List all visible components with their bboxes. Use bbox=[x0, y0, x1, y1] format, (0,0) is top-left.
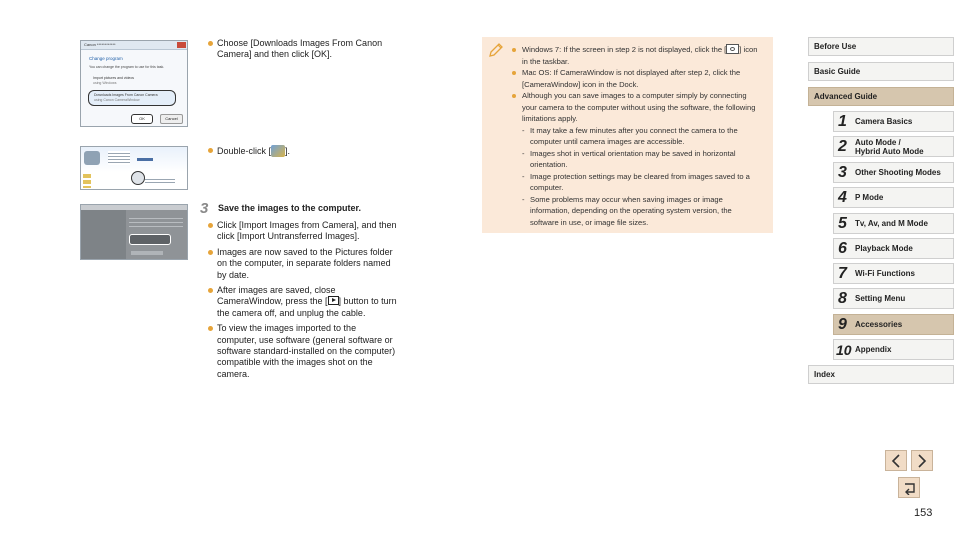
chapter-label: P Mode bbox=[855, 193, 884, 202]
logo-strip bbox=[137, 158, 153, 161]
chapter-label: Auto Mode / Hybrid Auto Mode bbox=[855, 137, 924, 156]
note-sub-item: - Image protection settings may be cleared from images saved to a computer. bbox=[512, 171, 762, 194]
chapter-num: 10 bbox=[836, 342, 852, 358]
after-saved-suffix: ] button to turn the camera off, and unplug the cable. bbox=[217, 296, 397, 318]
note-sub-item: - Images shot in vertical orientation may be saved in horizontal orientation. bbox=[512, 148, 762, 171]
chapter-label: Playback Mode bbox=[855, 244, 913, 253]
desktop-screenshot bbox=[80, 146, 188, 190]
bullet-view-images: To view the images imported to the computer, use software (general software or software standard-installed on the computer) compatible with the images shot on the camera. bbox=[208, 323, 398, 380]
previous-page-button[interactable] bbox=[885, 450, 907, 471]
note-limitations: Although you can save images to a computer simply by connecting your camera to the computer without using the software, the following limitations apply. bbox=[512, 90, 762, 125]
note-macos: Mac OS: If CameraWindow is not displayed after step 2, click the [CameraWindow] icon in the Dock. bbox=[512, 67, 762, 90]
option1-sub: using Windows bbox=[93, 80, 117, 85]
option-import-windows bbox=[93, 76, 134, 85]
import-button bbox=[129, 234, 171, 245]
chapter-label: Camera Basics bbox=[855, 117, 913, 126]
chapter-tab-5[interactable] bbox=[833, 213, 954, 234]
step-number: 3 bbox=[200, 200, 209, 217]
dialog-heading: Change program bbox=[89, 56, 123, 61]
cancel-button: Cancel bbox=[160, 114, 183, 124]
chapter-label: Setting Menu bbox=[855, 294, 906, 303]
note-windows7-prefix: Windows 7: If the screen in step 2 is not displayed, click the [ bbox=[522, 45, 727, 54]
bullet-after-saved bbox=[208, 285, 398, 319]
option2-title: Downloads Images From Canon Camera bbox=[94, 93, 158, 97]
text-lines bbox=[108, 151, 130, 165]
highlight-circle bbox=[131, 171, 145, 185]
bullet-double-click bbox=[208, 145, 398, 157]
cw-bottom-button bbox=[131, 251, 163, 255]
chapter-label: Appendix bbox=[855, 345, 892, 354]
chapter-tab-6[interactable] bbox=[833, 238, 954, 259]
chapter-num: 3 bbox=[838, 164, 847, 181]
tab-index[interactable]: Index bbox=[808, 365, 954, 384]
camera-icon bbox=[84, 151, 100, 165]
chapter-label: Other Shooting Modes bbox=[855, 168, 941, 177]
pencil-icon bbox=[487, 41, 505, 59]
chapter-tab-10[interactable] bbox=[833, 339, 954, 360]
option2-sub: using Canon CameraWindow bbox=[94, 97, 140, 102]
chapter-num: 5 bbox=[838, 215, 847, 232]
cw-left-panel bbox=[81, 210, 126, 260]
chapter-num: 7 bbox=[838, 265, 847, 282]
chapter-tab-4[interactable] bbox=[833, 187, 954, 208]
dialog-subtext: You can change the program to use for this task. bbox=[89, 65, 165, 69]
return-button[interactable] bbox=[898, 477, 920, 498]
bullet-list-2 bbox=[208, 145, 398, 161]
camerawindow-app-icon bbox=[271, 145, 285, 157]
bullet-list-1 bbox=[208, 38, 398, 65]
arrow-right-icon bbox=[916, 454, 928, 468]
bullet-choose-download: Choose [Downloads Images From Canon Camera] and then click [OK]. bbox=[208, 38, 398, 61]
change-program-screenshot bbox=[80, 40, 188, 127]
after-saved-prefix: After images are saved, close CameraWindow, press the [ bbox=[217, 285, 336, 307]
tab-basic-guide[interactable]: Basic Guide bbox=[808, 62, 954, 81]
page-number: 153 bbox=[914, 507, 933, 519]
option-canon-camerawindow bbox=[88, 90, 176, 106]
row-icons bbox=[83, 174, 91, 188]
playback-icon bbox=[328, 296, 339, 305]
chapter-label: Accessories bbox=[855, 320, 903, 329]
return-icon bbox=[901, 481, 917, 495]
close-icon bbox=[177, 42, 186, 48]
text-lines-2 bbox=[145, 177, 175, 185]
bullet-saved-pictures: Images are now saved to the Pictures folder on the computer, in separate folders named by date. bbox=[208, 247, 398, 281]
tab-before-use[interactable]: Before Use bbox=[808, 37, 954, 56]
chapter-tab-9[interactable] bbox=[833, 314, 954, 335]
chapter-label: Wi-Fi Functions bbox=[855, 269, 915, 278]
note-windows7-suffix: ] icon in the taskbar. bbox=[522, 45, 758, 66]
dialog-title-bar bbox=[81, 41, 187, 50]
chapter-tab-2[interactable] bbox=[833, 136, 954, 157]
chapter-num: 1 bbox=[838, 113, 847, 130]
chapter-tab-7[interactable] bbox=[833, 263, 954, 284]
taskbar-camera-icon bbox=[726, 44, 739, 54]
note-list bbox=[512, 44, 762, 228]
step-title: Save the images to the computer. bbox=[218, 203, 362, 213]
bullet-click-import: Click [Import Images from Camera], and then click [Import Untransferred Images]. bbox=[208, 220, 398, 243]
cw-menu-lines bbox=[129, 215, 183, 229]
dialog-title: Canon ************ bbox=[84, 42, 116, 47]
tab-advanced-guide[interactable]: Advanced Guide bbox=[808, 87, 954, 106]
chapter-tab-3[interactable] bbox=[833, 162, 954, 183]
note-sub-item: - Some problems may occur when saving images or image information, depending on the operating system version, the software in use, or image file sizes. bbox=[512, 194, 762, 229]
chapter-num: 8 bbox=[838, 290, 847, 307]
chapter-num: 9 bbox=[838, 316, 847, 333]
note-box bbox=[482, 37, 773, 233]
camerawindow-screenshot bbox=[80, 204, 188, 260]
chapter-tab-1[interactable] bbox=[833, 111, 954, 132]
chapter-num: 4 bbox=[838, 189, 847, 206]
ok-button: OK bbox=[131, 114, 153, 124]
step-bullet-list bbox=[208, 220, 398, 384]
option1-title: Import pictures and videos bbox=[93, 76, 135, 80]
chapter-num: 2 bbox=[838, 138, 847, 155]
note-windows7 bbox=[512, 44, 762, 67]
chapter-num: 6 bbox=[838, 240, 847, 257]
double-click-prefix: Double-click [ bbox=[217, 146, 272, 156]
arrow-left-icon bbox=[890, 454, 902, 468]
chapter-tab-8[interactable] bbox=[833, 288, 954, 309]
chapter-label: Tv, Av, and M Mode bbox=[855, 219, 928, 228]
double-click-suffix: ]. bbox=[285, 146, 291, 156]
note-sub-item: - It may take a few minutes after you connect the camera to the computer until camera images are accessible. bbox=[512, 125, 762, 148]
next-page-button[interactable] bbox=[911, 450, 933, 471]
